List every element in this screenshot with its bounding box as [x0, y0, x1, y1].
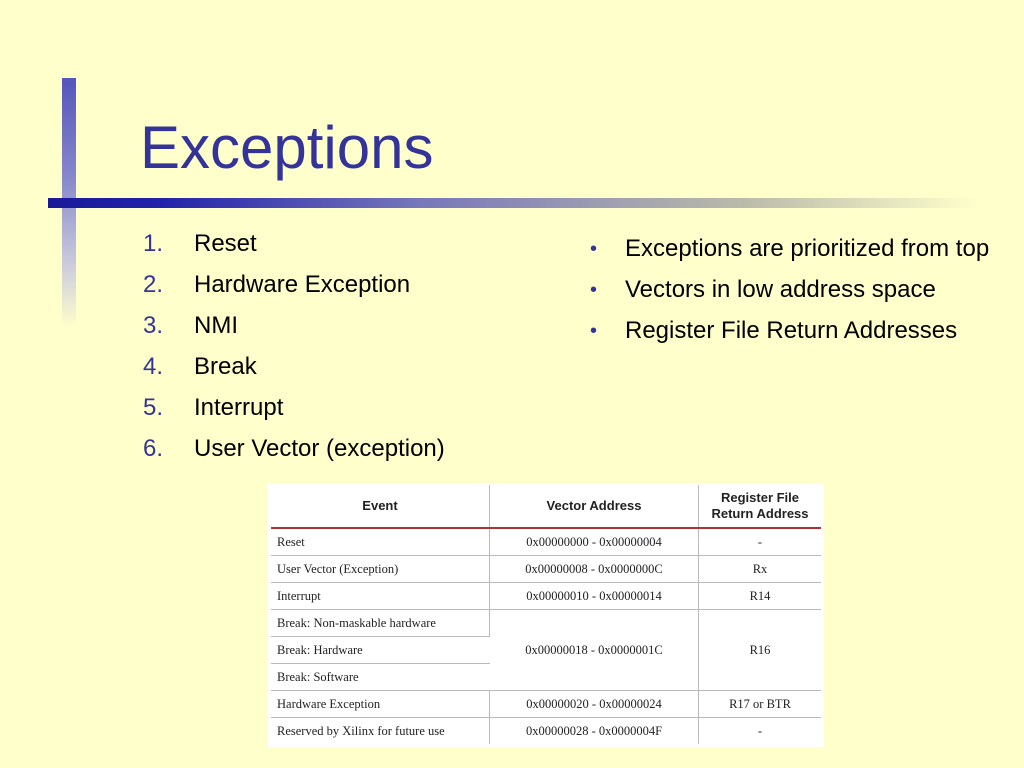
col-header-event: Event: [271, 485, 490, 528]
cell-event: Break: Non-maskable hardware: [271, 610, 490, 637]
cell-vector: 0x00000000 - 0x00000004: [490, 528, 699, 556]
list-number: 6.: [143, 435, 164, 462]
cell-event: Hardware Exception: [271, 691, 490, 718]
cell-vector: 0x00000010 - 0x00000014: [490, 583, 699, 610]
cell-vector: 0x00000028 - 0x0000004F: [490, 718, 699, 745]
exception-priority-list: [143, 230, 445, 476]
list-item: [143, 394, 445, 435]
slide-title: Exceptions: [140, 114, 434, 181]
list-number: 5.: [143, 394, 164, 421]
col-header-vector-address: Vector Address: [490, 485, 699, 528]
bullet-text: Register File Return Addresses: [625, 317, 958, 344]
cell-return: R14: [699, 583, 822, 610]
cell-return: -: [699, 528, 822, 556]
list-item: [143, 230, 445, 271]
cell-vector: 0x00000018 - 0x0000001C: [490, 610, 699, 691]
cell-return: R17 or BTR: [699, 691, 822, 718]
cell-event: Interrupt: [271, 583, 490, 610]
cell-return: Rx: [699, 556, 822, 583]
col-header-return-address: [699, 485, 822, 528]
table-header-row: [271, 485, 821, 528]
cell-event: Break: Hardware: [271, 637, 490, 664]
list-text: Interrupt: [194, 394, 284, 421]
bullet-text: Vectors in low address space: [625, 276, 936, 303]
list-text: User Vector (exception): [194, 435, 445, 462]
list-text: NMI: [194, 312, 238, 339]
bullet-icon: •: [590, 279, 598, 301]
cell-event: User Vector (Exception): [271, 556, 490, 583]
list-number: 3.: [143, 312, 164, 339]
list-item: [143, 435, 445, 476]
exception-vector-table: [271, 485, 821, 744]
notes-bullet-list: [590, 232, 1000, 355]
table-row: [271, 528, 821, 556]
list-text: Break: [194, 353, 257, 380]
return-address-header-text: Register File Return Address: [711, 490, 809, 521]
bullet-item: [590, 314, 1000, 348]
cell-event: Break: Software: [271, 664, 490, 691]
cell-event: Reserved by Xilinx for future use: [271, 718, 490, 745]
table-row: [271, 718, 821, 745]
table-row: [271, 691, 821, 718]
table-row: [271, 583, 821, 610]
list-text: Reset: [194, 230, 257, 257]
decorative-horizontal-bar: [48, 198, 978, 208]
list-number: 2.: [143, 271, 164, 298]
cell-vector: 0x00000020 - 0x00000024: [490, 691, 699, 718]
cell-vector: 0x00000008 - 0x0000000C: [490, 556, 699, 583]
bullet-item: [590, 232, 1000, 266]
cell-return: R16: [699, 610, 822, 691]
bullet-text: Exceptions are prioritized from top: [625, 235, 990, 262]
list-item: [143, 312, 445, 353]
list-number: 4.: [143, 353, 164, 380]
cell-event: Reset: [271, 528, 490, 556]
list-text: Hardware Exception: [194, 271, 411, 298]
bullet-icon: •: [590, 320, 598, 342]
table-row: [271, 610, 821, 637]
table-row: [271, 556, 821, 583]
list-number: 1.: [143, 230, 164, 257]
cell-return: -: [699, 718, 822, 745]
list-item: [143, 353, 445, 394]
vector-table-image: [268, 483, 824, 747]
list-item: [143, 271, 445, 312]
bullet-item: [590, 273, 1000, 307]
bullet-icon: •: [590, 238, 598, 260]
